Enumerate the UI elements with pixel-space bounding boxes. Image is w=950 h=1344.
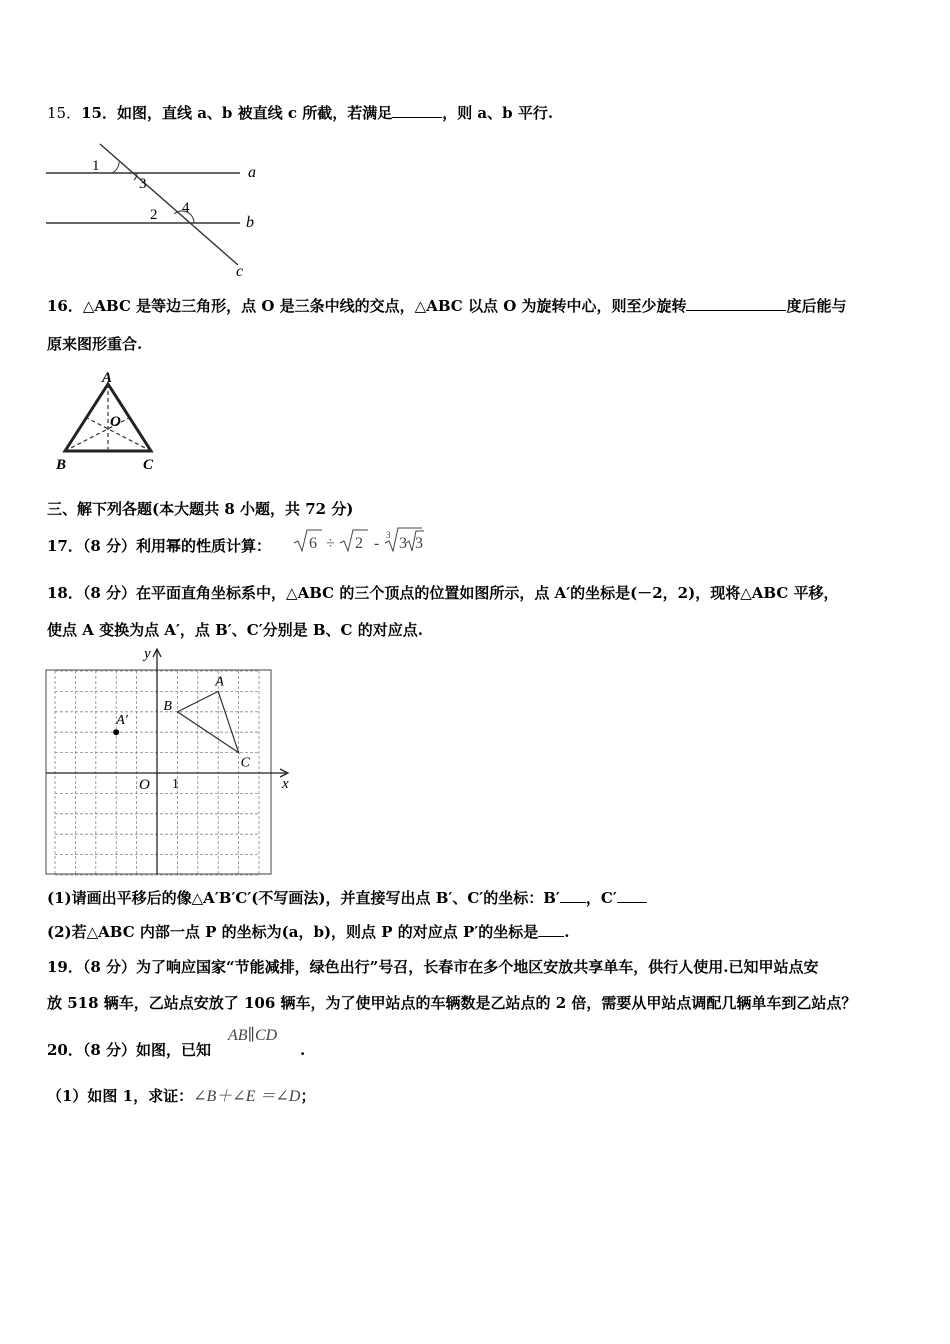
q18-sub2 <box>47 922 569 942</box>
q20-sub1 <box>47 1086 315 1107</box>
p-prime-blank[interactable] <box>538 922 564 937</box>
radicand-3a: 3 <box>399 535 407 552</box>
section-heading: 三、解下列各题(本大题共 8 小题，共 72 分) <box>47 500 354 518</box>
grid-border <box>46 670 271 874</box>
q18-sub2-suffix: . <box>564 923 570 941</box>
q16-suffix: 度后能与 <box>786 297 847 315</box>
label-B: B <box>163 698 172 714</box>
q20-end: . <box>300 1041 306 1059</box>
q20-text <box>47 1040 211 1060</box>
q19-line1: 19．（8 分）为了响应国家“节能减排，绿色出行”号召，长春市在多个地区安放共享单车，供行人使用.已知甲站点安 <box>47 958 819 976</box>
label-b: b <box>246 214 254 231</box>
origin-label: O <box>139 777 150 793</box>
q15-blank[interactable] <box>392 103 442 118</box>
q16-line1 <box>47 296 847 316</box>
x-label: x <box>282 776 289 792</box>
divide-sign: ÷ <box>326 535 335 552</box>
minus-sign: - <box>374 535 380 552</box>
q15-figure <box>40 140 280 280</box>
q15-text: 15．15．如图，直线 a、b 被直线 c 所截，若满足 ，则 a、b 平行. <box>47 104 554 122</box>
q18-line2: 使点 A 变换为点 A′，点 B′、C′分别是 B、C 的对应点. <box>47 621 423 639</box>
q17-label: 17．（8 分）利用幂的性质计算： <box>47 537 272 555</box>
q20-sub1-label: （1）如图 1，求证： <box>47 1087 194 1105</box>
radicand-2: 2 <box>355 535 363 552</box>
q16-line2: 原来图形重合. <box>47 335 143 353</box>
line-c <box>100 144 238 265</box>
radicand-6: 6 <box>309 535 317 552</box>
label-2: 2 <box>150 207 158 223</box>
q18-sub1-prefix: (1)请画出平移后的像△A′B′C′(不写画法)，并直接写出点 B′、C′的坐标：B′ <box>47 889 560 907</box>
label-C: C <box>240 755 250 771</box>
label-a: a <box>248 164 256 181</box>
q15-prefix: 15．如图，直线 a、b 被直线 c 所截，若满足 <box>81 104 393 122</box>
unit-label: 1 <box>172 777 179 792</box>
label-c: c <box>236 263 244 280</box>
q20-math: AB∥CD <box>228 1027 278 1044</box>
q16-blank[interactable] <box>686 296 786 311</box>
y-label: y <box>144 646 151 662</box>
sqrt-sign-2 <box>340 530 368 551</box>
point-a-prime <box>113 729 119 735</box>
q18-coordinate-grid <box>40 646 300 878</box>
q15-suffix: ，则 a、b 平行. <box>442 104 554 122</box>
q16-figure <box>52 368 172 478</box>
q17-math <box>292 526 432 556</box>
q20-sub1-math: ∠B＋∠E ＝∠D <box>193 1088 301 1105</box>
sqrt-sign-1 <box>294 530 322 551</box>
q20-label: 20．（8 分）如图，已知 <box>47 1041 212 1059</box>
q19-line2: 放 518 辆车，乙站点安放了 106 辆车，为了使甲站点的车辆数是乙站点的 2 倍，需要从甲站点调配几辆单车到乙站点？ <box>47 994 857 1012</box>
q16-prefix: 16．△ABC 是等边三角形，点 O 是三条中线的交点，△ABC 以点 O 为旋转中心，则至少旋转 <box>47 297 687 315</box>
label-A: A <box>215 674 224 690</box>
label-A: A <box>102 370 113 386</box>
label-1: 1 <box>92 158 100 174</box>
q18-sub1 <box>47 888 647 908</box>
q18-sub1-mid: ，C′ <box>585 889 617 907</box>
label-B: B <box>56 457 67 473</box>
angle-arc-1 <box>112 162 119 173</box>
q18-line1: 18．（8 分）在平面直角坐标系中，△ABC 的三个顶点的位置如图所示，点 A′的坐标是(－2，2)，现将△ABC 平移， <box>47 584 839 602</box>
q20-sub1-end: ； <box>300 1087 316 1105</box>
label-4: 4 <box>182 200 190 216</box>
radicand-3b: 3 <box>415 535 423 552</box>
q18-sub2-prefix: (2)若△ABC 内部一点 P 的坐标为(a，b)，则点 P 的对应点 P′的坐标是 <box>47 923 539 941</box>
b-prime-blank[interactable] <box>560 888 586 903</box>
label-O: O <box>110 414 121 430</box>
triangle-abc <box>177 691 238 752</box>
root-index: 3 <box>386 530 391 540</box>
c-prime-blank[interactable] <box>617 888 647 903</box>
q17-text <box>47 536 271 556</box>
label-3: 3 <box>139 176 147 192</box>
label-C: C <box>143 457 154 473</box>
label-A-prime: A′ <box>116 713 128 729</box>
